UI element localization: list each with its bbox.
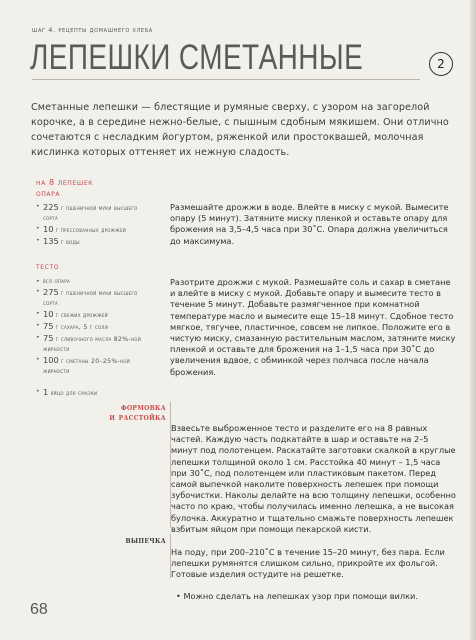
bullet: • — [36, 278, 40, 285]
ingredient-text: г воды — [61, 239, 80, 246]
ingredient-amount: 10 — [43, 224, 54, 234]
ingredient-amount: 10 — [43, 309, 54, 319]
bullet: • — [36, 288, 40, 295]
ingredient-text: г сахара, 5 г соли — [55, 324, 108, 331]
testo-ingredients — [36, 277, 154, 399]
vypechka-step: На поду, при 200–210˚С в течение 15–20 минут, без пара. Если лепешки румянятся слишком сильно, прикройте их фольгой. Готовые изделия остудите на решетке. — [171, 547, 445, 580]
ingredient-item — [36, 287, 154, 309]
bullet: • — [36, 310, 40, 317]
testo-label: тесто — [36, 262, 60, 271]
ingredient-amount: 275 — [43, 287, 59, 297]
yield-text: на 8 лепешек — [36, 178, 94, 187]
bullet: • — [36, 356, 40, 363]
intro-paragraph: Сметанные лепешки — блестящие и румяные сверху, с узором на загорелой корочке, а в середине нежно-белые, с пышным сдобным мякишем. Они отлично сочетаются с несладким йогуртом, ряженкой или простоквашей, молочная кислинка которых оттеняет их нежную сладость. — [31, 102, 449, 158]
bullet: • — [36, 334, 40, 341]
ingredient-item — [36, 321, 154, 333]
ingredient-amount: 225 — [43, 202, 59, 212]
ingredient-text: г пшеничной муки высшего сорта — [43, 205, 138, 222]
title-divider — [32, 79, 420, 80]
ingredient-item — [36, 236, 154, 248]
ingredient-amount: 75 — [43, 321, 54, 331]
ingredient-text: яйцо для смазки — [50, 390, 98, 397]
ingredient-item — [36, 309, 154, 321]
ingredient-item — [36, 224, 154, 236]
ingredient-text: г пшеничной муки высшего сорта — [43, 290, 138, 307]
book-spine-shadow — [470, 0, 476, 640]
ingredient-amount: 75 — [43, 333, 54, 343]
tip-body: Можно сделать на лепешках узор при помощи вилки. — [183, 591, 418, 601]
chapter-header: шаг 4. рецепты домашнего хлеба — [32, 26, 153, 34]
formovka-head-line2: и расстойка — [109, 413, 166, 423]
bullet: • — [36, 388, 40, 395]
formovka-head-line1: формовка — [120, 403, 166, 413]
ingredient-item — [36, 387, 154, 399]
ingredient-amount: 135 — [43, 236, 59, 246]
ingredient-text: г свежих дрожжей — [55, 312, 108, 319]
ingredient-amount: 100 — [43, 355, 59, 365]
difficulty-badge: 2 — [429, 52, 453, 76]
formovka-heading — [104, 403, 166, 423]
bullet: • — [36, 225, 40, 232]
formovka-step: Взвесьте выброженное тесто и разделите его на 8 равных частей. Каждую часть подкатайте в шар и оставьте на 2–5 минут под полотенцем. Раскатайте заготовки скалкой в круглые лепешки толщиной около 1 см. Расстойка 40 минут – 1,5 часа при 30˚С, под полотенцем или пластиковым пакетом. Перед самой выпечкой наколите поверхность лепешек при помощи зубочистки. Наколы делайте на всю толщину лепешки, особенно часто по краю, чтобы получилась именно лепешка, а не высокая булочка. Аккуратно и тщательно смажьте поверхность лепешек взбитым яйцом при помощи пекарской кисти. — [171, 423, 456, 534]
ingredient-text: г сметаны 20–25%-ной жирности — [43, 358, 131, 375]
page-number: 68 — [30, 601, 48, 618]
bullet: • — [36, 237, 40, 244]
opara-label: опара — [36, 189, 61, 198]
ingredient-text: г сливочного масла 82%-ной жирности — [43, 336, 142, 353]
testo-step: Разотрите дрожжи с мукой. Размешайте соль и сахар в сметане и влейте в миску с мукой. Добавьте опару и вымесите тесто в течение 5 минут. Добавьте размягченное при комнатной температуре масло и вымесите еще 15–18 минут. Сдобное тесто мягкое, тягучее, пластичное, совсем не липкое. Положите его в чистую миску, смазанную растительным маслом, затяните миску пленкой и оставьте для брожения на 1–1,5 часа при 30˚С до увеличения вдвое, с обминкой через полчаса после начала брожения. — [170, 277, 456, 377]
ingredient-item — [36, 333, 154, 355]
yield-label — [36, 177, 93, 199]
ingredient-item — [36, 355, 154, 377]
opara-step: Размешайте дрожжи в воде. Влейте в миску с мукой. Вымесите опару (5 минут). Затяните миску пленкой и оставьте опару для брожения на 3,5–4,5 часа при 30˚С. Опара должна увеличиться до максимума. — [170, 202, 449, 246]
bullet: • — [36, 203, 40, 210]
opara-ingredients — [36, 202, 154, 248]
tip-text — [176, 591, 446, 602]
bullet: • — [36, 322, 40, 329]
ingredient-item — [36, 202, 154, 224]
ingredient-text: г прессованных дрожжей — [55, 227, 127, 234]
tip-bullet: • — [176, 591, 184, 601]
ingredient-text: вся опара — [43, 278, 71, 285]
ingredient-amount: 1 — [43, 387, 49, 397]
vypechka-heading: выпечка — [125, 536, 166, 546]
page-title: ЛЕПЕШКИ СМЕТАННЫЕ — [30, 38, 364, 77]
ingredient-item — [36, 277, 154, 287]
